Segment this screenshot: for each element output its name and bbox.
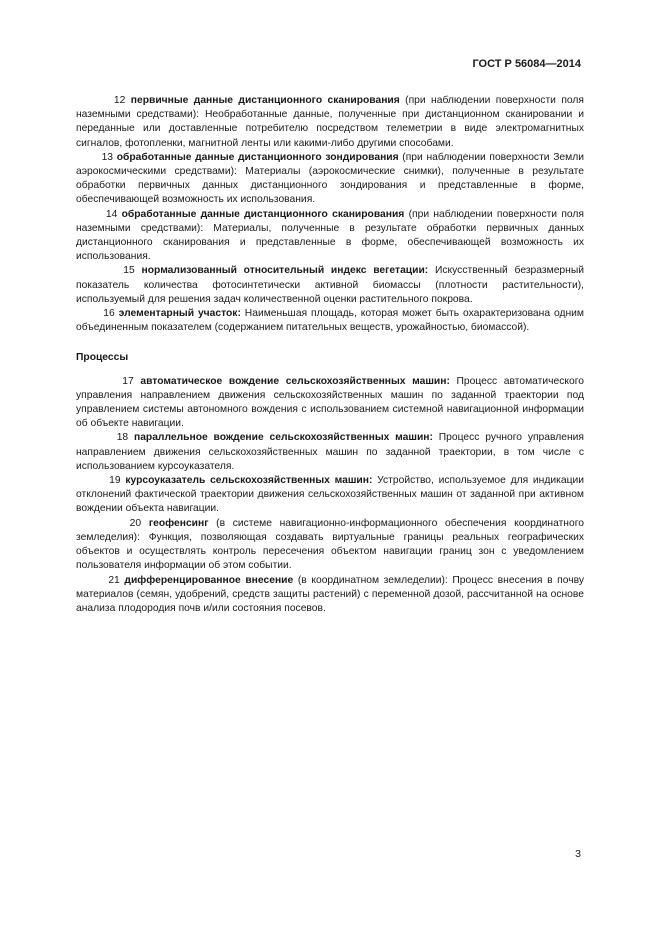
paragraph-indent bbox=[76, 475, 109, 486]
document-body bbox=[76, 94, 584, 616]
paragraph-indent bbox=[76, 95, 114, 106]
term-definition: Устройство, используемое для индикации отклонений фактической траектории движения сельскохозяйственных машин от заданной при активном вождении объекта навигации. bbox=[76, 475, 584, 515]
term-entry bbox=[76, 574, 584, 617]
term-number: 20 bbox=[129, 517, 142, 529]
term-definition: Искусственный безразмерный показатель количества фотосинтетически активной биомассы (плотности растительности), используемый для решения задач количественной оценки растительного покрова. bbox=[76, 265, 584, 305]
term-name: геофенсинг bbox=[148, 517, 209, 529]
term-definition: (при наблюдении поверхности Земли аэрокосмическими средствами): Материалы (аэрокосмические снимки), полученные в результате обработки первичных данных дистанционного зондирования и представленные в форме, обеспечивающей возможность их использования. bbox=[76, 151, 584, 206]
definitions-list bbox=[76, 94, 584, 335]
term-number: 16 bbox=[103, 308, 115, 320]
term-entry bbox=[76, 307, 584, 335]
term-entry bbox=[76, 431, 584, 474]
term-number: 13 bbox=[101, 151, 114, 163]
term-definition: (при наблюдении поверхности поля наземными средствами): Материалы, полученные в результате обработки первичных данных дистанционного сканирования и представленные в форме, обеспечивающей возможность их использования. bbox=[76, 208, 584, 263]
term-definition: Процесс автоматического управления направлением движения сельскохозяйственных машин по заданной траектории под управлением системы автономного вождения с использованием системной навигационной информации об объекте навигации. bbox=[76, 375, 584, 430]
document-header: ГОСТ Р 56084—2014 bbox=[472, 58, 581, 70]
term-number: 19 bbox=[109, 475, 121, 487]
paragraph-indent bbox=[76, 518, 130, 529]
processes-list bbox=[76, 375, 584, 616]
term-number: 15 bbox=[123, 265, 135, 277]
paragraph-indent bbox=[76, 308, 103, 319]
term-entry bbox=[76, 264, 584, 307]
term-name: дифференцированное внесение bbox=[124, 574, 294, 586]
term-definition: (в системе навигационно-информационного обеспечения координатного земледелия): Функция, позволяющая создавать виртуальные границы реальных географических объектов и осуществлять контроль пересечения объектом навигации границ зон с уведомлением пользователя информации об этом событии. bbox=[76, 517, 584, 572]
term-entry bbox=[76, 94, 584, 151]
term-entry bbox=[76, 474, 584, 517]
paragraph-indent bbox=[76, 575, 108, 586]
section-title: Процессы bbox=[76, 352, 129, 364]
term-entry bbox=[76, 208, 584, 265]
term-number: 21 bbox=[108, 574, 120, 586]
paragraph-indent bbox=[76, 432, 117, 443]
term-name: обработанные данные дистанционного сканирования bbox=[121, 208, 405, 220]
term-definition: (при наблюдении поверхности поля наземными средствами): Необработанные данные, полученные при дистанционном сканировании и переданные или доставленные потребителю посредством телеметрии в виде электромагнитных сигналов, фотопленки, магнитной ленты или какими-либо другими способами. bbox=[76, 95, 584, 149]
paragraph-indent bbox=[76, 209, 106, 220]
term-name: параллельное вождение сельскохозяйственных машин: bbox=[133, 432, 433, 444]
term-number: 18 bbox=[116, 432, 129, 444]
term-name: обработанные данные дистанционного зондирования bbox=[116, 151, 399, 163]
paragraph-indent bbox=[76, 152, 102, 163]
page-number: 3 bbox=[575, 848, 581, 860]
term-number: 14 bbox=[105, 208, 118, 220]
term-name: автоматическое вождение сельскохозяйственных машин: bbox=[140, 375, 450, 387]
term-name: курсоуказатель сельскохозяйственных машин: bbox=[125, 475, 373, 487]
term-definition: Наименьшая площадь, которая может быть охарактеризована одним объединенным показателем (содержанием питательных веществ, урожайностью, биомассой). bbox=[76, 308, 584, 334]
term-name: первичные данные дистанционного сканирования bbox=[130, 95, 400, 106]
paragraph-indent bbox=[76, 265, 123, 276]
term-entry bbox=[76, 375, 584, 432]
term-number: 17 bbox=[122, 375, 134, 387]
term-name: элементарный участок: bbox=[118, 308, 241, 320]
term-entry bbox=[76, 517, 584, 574]
term-number: 12 bbox=[113, 95, 126, 106]
term-definition: (в координатном земледелии): Процесс внесения в почву материалов (семян, удобрений, средств защиты растений) с переменной дозой, рассчитанной на основе анализа плодородия почв и/или состояния посевов. bbox=[76, 574, 584, 614]
term-definition: Процесс ручного управления направлением движения сельскохозяйственных машин по заданной траектории, в том числе с использованием курсоуказателя. bbox=[76, 432, 584, 472]
term-entry bbox=[76, 151, 584, 208]
paragraph-indent bbox=[76, 376, 122, 387]
term-name: нормализованный относительный индекс вегетации: bbox=[141, 265, 429, 277]
